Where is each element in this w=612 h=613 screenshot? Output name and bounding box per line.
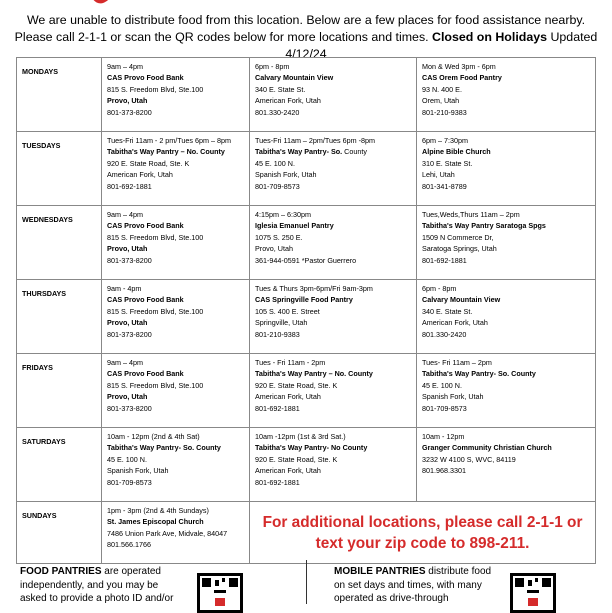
address: 7486 Union Park Ave, Midvale, 84047 (107, 528, 228, 538)
location-cell (250, 354, 417, 428)
city: American Fork, Utah (255, 392, 321, 402)
food-pantries-text: are operated independently, and you may be asked to provide a photo ID and/or (20, 566, 174, 604)
day-label: TUESDAYS (17, 132, 102, 206)
location-name: Calvary Mountain View (255, 73, 334, 83)
day-label: SATURDAYS (17, 428, 102, 502)
city: Provo, Utah (107, 318, 148, 328)
time: 10am -12pm (1st & 3rd Sat.) (255, 432, 346, 441)
address: 3232 W 4100 S, WVC, 84119 (422, 454, 516, 464)
additional-locations-callout: For additional locations, please call 2-1-1 or text your zip code to 898-211. (250, 502, 596, 564)
phone: 801-709-8573 (422, 403, 467, 413)
time: Tues - Fri 11am - 2pm (255, 358, 326, 367)
location-name: Tabitha's Way Pantry- No County (255, 443, 368, 453)
location-name: Calvary Mountain View (422, 295, 501, 305)
location-cell (250, 280, 417, 354)
location-cell (250, 58, 417, 132)
location-cell (417, 132, 596, 206)
time: Mon & Wed 3pm - 6pm (422, 62, 496, 71)
address: 1075 S. 250 E. (255, 232, 303, 242)
phone: 801-692-1881 (255, 477, 300, 487)
table-row (17, 428, 596, 502)
time: 1pm - 3pm (2nd & 4th Sundays) (107, 506, 209, 515)
section-divider (306, 560, 307, 604)
address: 45 E. 100 N. (422, 380, 462, 390)
address: 815 S. Freedom Blvd, Ste.100 (107, 306, 204, 316)
time: 9am – 4pm (107, 62, 143, 71)
city: Provo, Utah (255, 244, 293, 254)
location-cell (417, 428, 596, 502)
phone: 801.330-2420 (422, 329, 467, 339)
phone: 801-692-1881 (107, 181, 152, 191)
location-cell (102, 354, 250, 428)
location-name: Tabitha's Way Pantry Saratoga Spgs (422, 221, 546, 231)
table-row (17, 206, 596, 280)
city: Saratoga Springs, Utah (422, 244, 497, 254)
food-pantries-label: FOOD PANTRIES (20, 566, 102, 577)
time: 9am – 4pm (107, 358, 143, 367)
table-row (17, 58, 596, 132)
address: 920 E. State Road, Ste. K (107, 158, 190, 168)
table-row (17, 132, 596, 206)
phone: 801-210-9383 (422, 107, 467, 117)
time: Tues & Thurs 3pm-6pm/Fri 9am-3pm (255, 284, 373, 293)
address: 93 N. 400 E. (422, 84, 462, 94)
location-name-bold: Tabitha's Way Pantry- So. (255, 147, 343, 157)
time: 9am – 4pm (107, 210, 143, 219)
location-name: CAS Springville Food Pantry (255, 295, 353, 305)
closed-on-holidays: Closed on Holidays (432, 30, 548, 44)
city: American Fork, Utah (422, 318, 488, 328)
updated-date: Updated 4/12/24 (285, 30, 598, 61)
time: Tues-Fri 11am – 2pm/Tues 6pm -8pm (255, 136, 375, 145)
address: 920 E. State Road, Ste. K (255, 380, 338, 390)
location-name: Granger Community Christian Church (422, 443, 552, 453)
location-cell (102, 206, 250, 280)
location-cell (250, 132, 417, 206)
day-label: FRIDAYS (17, 354, 102, 428)
city: Orem, Utah (422, 96, 460, 106)
time: 4:15pm – 6:30pm (255, 210, 311, 219)
time: 6pm - 8pm (255, 62, 290, 71)
address: 1509 N Commerce Dr, (422, 232, 494, 242)
food-pantries-note (20, 565, 180, 606)
time: Tues-Fri 11am - 2 pm/Tues 6pm – 8pm (107, 136, 231, 145)
location-name: CAS Orem Food Pantry (422, 73, 502, 83)
location-cell (102, 58, 250, 132)
location-name: CAS Provo Food Bank (107, 369, 184, 379)
phone: 801-373-8200 (107, 107, 152, 117)
logo-heart-icon (88, 0, 114, 10)
location-cell (417, 354, 596, 428)
page-header (0, 12, 612, 63)
address: 815 S. Freedom Blvd, Ste.100 (107, 84, 204, 94)
qr-code-food-pantries[interactable] (197, 573, 243, 613)
address: 340 E. State St. (255, 84, 306, 94)
city: Provo, Utah (107, 244, 148, 254)
time: 6pm - 8pm (422, 284, 457, 293)
location-name-rest: County (342, 147, 367, 157)
city: Spanish Fork, Utah (107, 466, 169, 476)
day-label: THURSDAYS (17, 280, 102, 354)
phone: 801-692-1881 (422, 255, 467, 265)
location-name: Alpine Bible Church (422, 147, 491, 157)
location-cell (417, 206, 596, 280)
schedule-table (16, 57, 596, 564)
address: 815 S. Freedom Blvd, Ste.100 (107, 380, 204, 390)
phone: 801.330-2420 (255, 107, 300, 117)
phone: 801-709-8573 (107, 477, 152, 487)
phone: 801-373-8200 (107, 329, 152, 339)
phone: 801-341-8789 (422, 181, 467, 191)
phone: 361-944-0591 *Pastor Guerrero (255, 255, 357, 265)
address: 310 E. State St. (422, 158, 473, 168)
location-cell (102, 502, 250, 564)
location-cell (417, 58, 596, 132)
day-label: WEDNESDAYS (17, 206, 102, 280)
city: Spanish Fork, Utah (255, 170, 317, 180)
address: 45 E. 100 N. (107, 454, 147, 464)
city: Provo, Utah (107, 392, 148, 402)
location-cell (102, 132, 250, 206)
address: 340 E. State St. (422, 306, 473, 316)
day-label: SUNDAYS (17, 502, 102, 564)
time: Tues,Weds,Thurs 11am – 2pm (422, 210, 520, 219)
phone: 801.566.1766 (107, 540, 151, 550)
day-label: MONDAYS (17, 58, 102, 132)
time: 10am - 12pm (2nd & 4th Sat) (107, 432, 200, 441)
location-cell (417, 280, 596, 354)
city: American Fork, Utah (107, 170, 173, 180)
location-name: Tabitha's Way Pantry- So. County (107, 443, 221, 453)
phone: 801-373-8200 (107, 403, 152, 413)
location-cell (250, 428, 417, 502)
mobile-pantries-text: distribute food on set days and times, with many operated as drive-through (334, 566, 492, 604)
city: American Fork, Utah (255, 466, 321, 476)
address: 105 S. 400 E. Street (255, 306, 320, 316)
header-line-1: We are unable to distribute food from this location. Below are a few places for food assistance nearby. (26, 13, 586, 27)
table-row (17, 502, 596, 564)
location-name: CAS Provo Food Bank (107, 295, 184, 305)
phone: 801-709-8573 (255, 181, 300, 191)
city: Provo, Utah (107, 96, 148, 106)
location-cell (102, 280, 250, 354)
table-row (17, 280, 596, 354)
phone: 801.968.3301 (422, 466, 466, 476)
city: Spanish Fork, Utah (422, 392, 484, 402)
address: 815 S. Freedom Blvd, Ste.100 (107, 232, 204, 242)
address: 45 E. 100 N. (255, 158, 295, 168)
time: 6pm – 7:30pm (422, 136, 468, 145)
phone: 801-373-8200 (107, 255, 152, 265)
location-name (255, 146, 411, 157)
location-name: CAS Provo Food Bank (107, 73, 184, 83)
mobile-pantries-label: MOBILE PANTRIES (334, 566, 426, 577)
time: Tues- Fri 11am – 2pm (422, 358, 492, 367)
location-cell (102, 428, 250, 502)
city: American Fork, Utah (255, 96, 321, 106)
header-line-2-text: Please call 2-1-1 or scan the QR codes below for more locations and times. (14, 30, 433, 44)
phone: 801-210-9383 (255, 329, 300, 339)
table-row (17, 354, 596, 428)
address: 920 E. State Road, Ste. K (255, 454, 338, 464)
location-name: Tabitha's Way Pantry – No. County (255, 369, 373, 379)
time: 10am - 12pm (422, 432, 465, 441)
qr-code-mobile-pantries[interactable] (510, 573, 556, 613)
phone: 801-692-1881 (255, 403, 300, 413)
location-name: CAS Provo Food Bank (107, 221, 184, 231)
location-name: Tabitha's Way Pantry – No. County (107, 147, 225, 157)
city: Lehi, Utah (422, 170, 455, 180)
city: Springville, Utah (255, 318, 308, 328)
location-name: St. James Episcopal Church (107, 517, 204, 527)
location-name: Tabitha's Way Pantry- So. County (422, 369, 536, 379)
location-name: Iglesia Emanuel Pantry (255, 221, 334, 231)
time: 9am - 4pm (107, 284, 142, 293)
mobile-pantries-note (334, 565, 494, 606)
location-cell (250, 206, 417, 280)
